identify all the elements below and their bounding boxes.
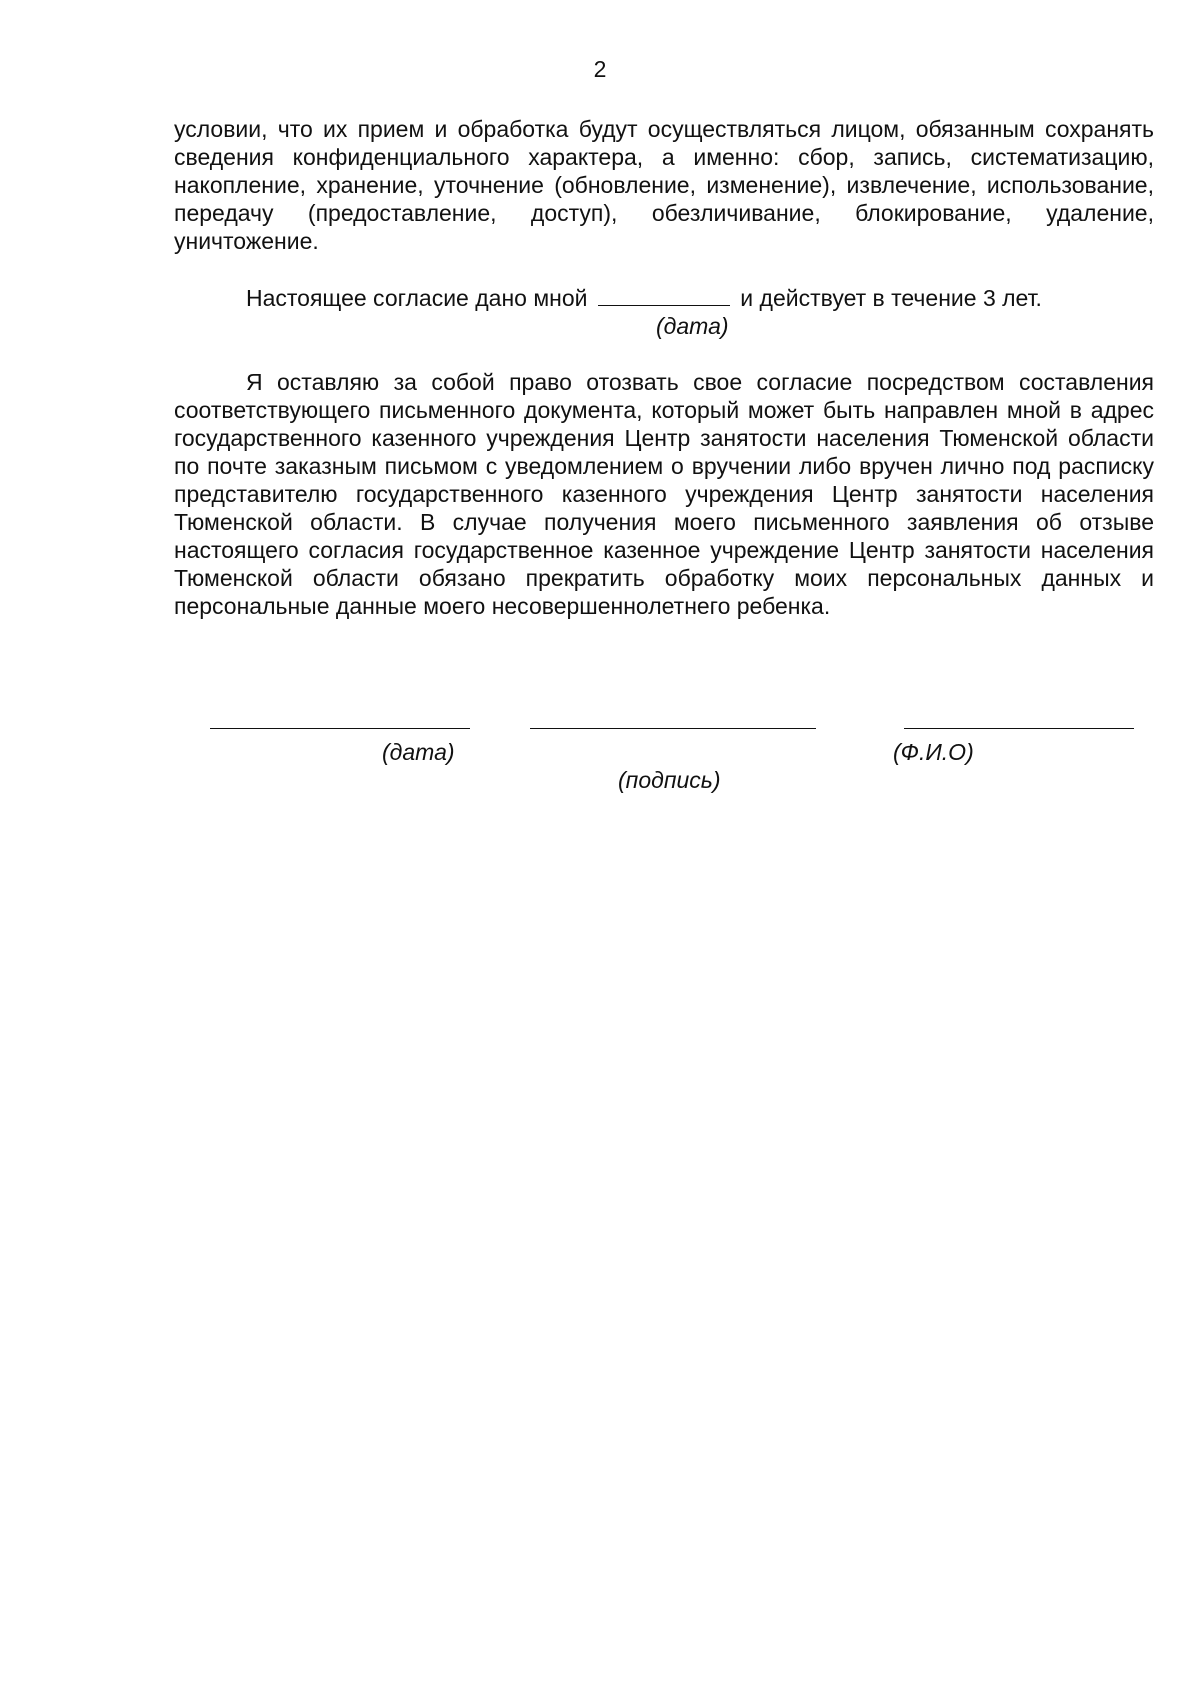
date-caption: (дата) xyxy=(382,739,455,765)
consent-date-blank xyxy=(598,285,730,306)
signature-caption: (подпись) xyxy=(618,767,721,793)
paragraph-withdrawal-right: Я оставляю за собой право отозвать свое согласие посредством составления соответствующего письменного документа, который может быть направлен мной в адрес государственного казенного учреждения Центр занятости населения Тюменской области по почте заказным письмом с уведомлением о вручении либо вручен лично под расписку представителю государственного казенного учреждения Центр занятости населения Тюменской области. В случае получения моего письменного заявления об отзыве настоящего согласия государственное казенное учреждение Центр занятости населения Тюменской области обязано прекратить обработку моих персональных данных и персональные данные моего несовершеннолетнего ребенка. xyxy=(174,369,1154,619)
signature-blank-line xyxy=(530,728,816,729)
consent-text-before: Настоящее согласие дано мной xyxy=(246,285,588,311)
page-number: 2 xyxy=(593,56,607,82)
full-name-caption: (Ф.И.О) xyxy=(893,739,974,765)
paragraph-processing-terms: условии, что их прием и обработка будут осуществляться лицом, обязанным сохранять сведения конфиденциального характера, а именно: сбор, запись, систематизацию, накопление, хранение, уточнение (обновление, изменение), извлечение, использование, передачу (предоставление, доступ), обезличивание, блокирование, удаление, уничтожение. xyxy=(174,116,1154,254)
consent-text-after: и действует в течение 3 лет. xyxy=(740,285,1042,311)
full-name-blank-line xyxy=(904,728,1134,729)
date-blank-line xyxy=(210,728,470,729)
consent-date-line xyxy=(246,284,1042,312)
consent-date-caption: (дата) xyxy=(656,313,729,339)
